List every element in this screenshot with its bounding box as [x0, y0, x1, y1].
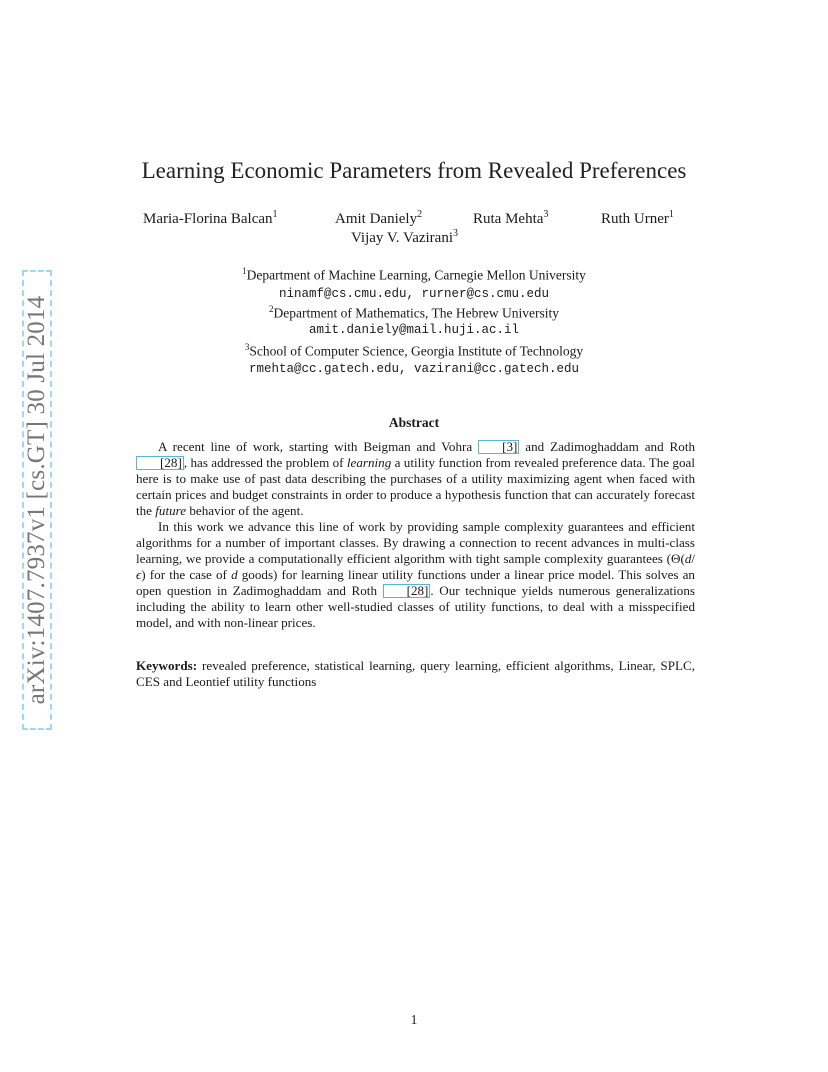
keywords-label: Keywords:: [136, 658, 198, 673]
abstract-paragraph: A recent line of work, starting with Beigman and Vohra [3] and Zadimoghaddam and Roth [28] , has addressed the problem of learning a utility function from revealed preference data. The goal here is to make use of past data describing the purchases of a utility maximizing agent when faced with certain prices and budget constraints in order to produce a hypothesis function that can accurately forecast the future behavior of the agent.: [136, 439, 695, 518]
citation-link[interactable]: [28]: [383, 584, 431, 598]
abstract-heading: Abstract: [388, 415, 440, 430]
affiliation-department: $^3$School of Computer Science, Georgia Institute of Technology: [244, 342, 584, 359]
affiliation-emails: amit.daniely@mail.huji.ac.il: [308, 323, 520, 337]
author: Maria-Florina Balcan$^1$: [143, 209, 278, 227]
paper-title: Learning Economic Parameters from Revealed Preferences: [141, 158, 687, 183]
author: Ruta Mehta$^3$: [473, 209, 549, 227]
affiliation-emails: rmehta@cc.gatech.edu, vazirani@cc.gatech.edu: [248, 362, 580, 376]
affiliation-emails: ninamf@cs.cmu.edu, rurner@cs.cmu.edu: [278, 287, 550, 301]
author: Amit Daniely$^2$: [335, 209, 423, 227]
citation-link[interactable]: [28]: [136, 456, 184, 470]
arxiv-identifier: arXiv:1407.7937v1 [cs.GT] 30 Jul 2014: [23, 295, 50, 705]
affiliation-department: $^1$Department of Machine Learning, Carnegie Mellon University: [242, 266, 586, 283]
author: Vijay V. Vazirani$^3$: [351, 228, 459, 246]
abstract-body: [136, 439, 695, 631]
citation-link[interactable]: [3]: [478, 440, 519, 454]
author: Ruth Urner$^1$: [601, 209, 674, 227]
arxiv-stamp: [22, 270, 52, 730]
affiliation-department: $^2$Department of Mathematics, The Hebrew University: [269, 304, 559, 321]
keywords-text: revealed preference, statistical learning, query learning, efficient algorithms, Linear, SPLC, CES and Leontief utility functions: [136, 658, 695, 689]
page-number: 1: [410, 1012, 418, 1027]
abstract-paragraph: In this work we advance this line of work by providing sample complexity guarantees and efficient algorithms for a number of important classes. By drawing a connection to recent advances in multi-class learning, we provide a computationally efficient algorithm with tight sample complexity guarantees (Θ(d/ϵ) for the case of d goods) for learning linear utility functions under a linear price model. This solves an open question in Zadimoghaddam and Roth [28] . Our technique yields numerous generalizations including the ability to learn other well-studied classes of utility functions, to deal with a misspecified model, and with non-linear prices.: [136, 519, 695, 630]
keywords: [136, 658, 695, 690]
